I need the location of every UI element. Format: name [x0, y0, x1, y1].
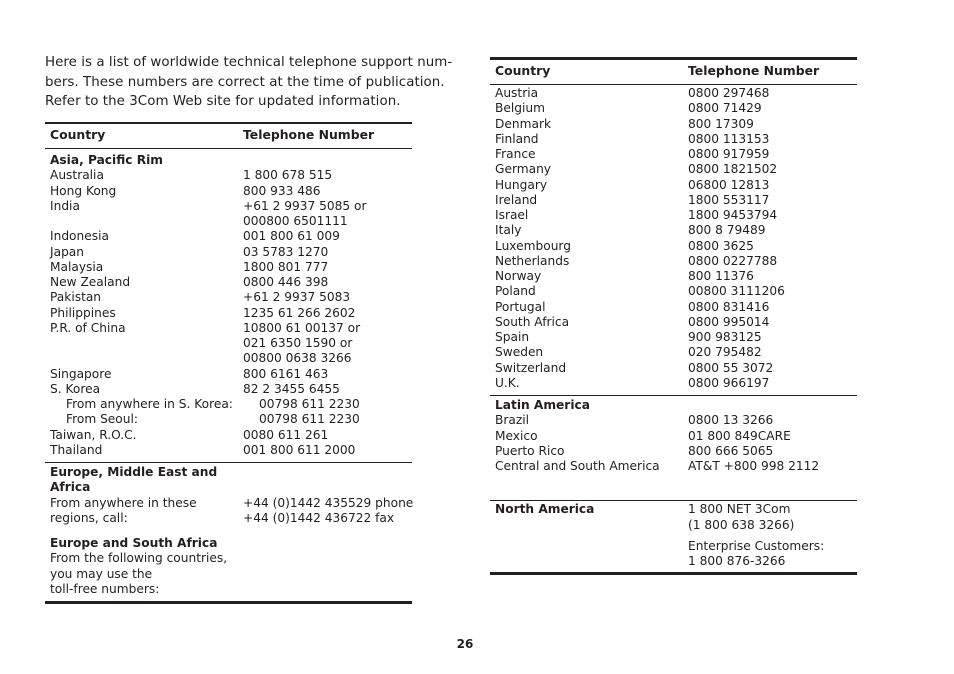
table-row: [45, 214, 412, 229]
table-row: [490, 330, 857, 345]
phone-number: 800 6161 463: [243, 366, 329, 381]
country-name: Germany: [495, 162, 552, 177]
country-name: Denmark: [495, 116, 552, 131]
country-name: Poland: [495, 284, 536, 299]
intro-line: Refer to the 3Com Web site for updated information.: [45, 94, 401, 109]
phone-number: 800 17309: [688, 116, 754, 131]
country-name: Brazil: [495, 413, 530, 428]
phone-number: 0800 831416: [688, 299, 770, 314]
table-row: [45, 511, 412, 526]
intro-paragraph: [45, 53, 453, 112]
phone-number: 00800 3111206: [688, 284, 785, 299]
right-phone-table: [490, 57, 857, 575]
phone-number: 021 6350 1590 or: [243, 336, 353, 350]
country-name: New Zealand: [50, 275, 131, 289]
phone-header: Telephone Number: [688, 63, 820, 78]
country-name: Portugal: [495, 299, 546, 314]
country-name: Sweden: [495, 345, 544, 360]
table-row: [490, 300, 857, 315]
country-name: Australia: [50, 168, 104, 183]
phone-number: 0800 966197: [688, 375, 770, 390]
table-row: [490, 254, 857, 269]
table-row: [490, 178, 857, 193]
phone-number: 1800 553117: [688, 192, 770, 207]
left-phone-table: [45, 122, 412, 604]
phone-number: 0800 3625: [688, 238, 754, 253]
table-row: [490, 554, 857, 569]
table-row: [45, 496, 412, 511]
table-row: [45, 275, 412, 290]
section-title: Europe, Middle East and: [50, 465, 218, 479]
table-header: [490, 60, 857, 85]
phone-number: 1 800 678 515: [243, 168, 333, 183]
country-header: Country: [495, 63, 551, 78]
table-row: [490, 147, 857, 162]
country-name: Thailand: [50, 442, 103, 457]
note-text: you may use the: [50, 566, 153, 581]
country-name: [50, 336, 243, 351]
country-name: S. Korea: [50, 381, 101, 396]
country-name: From Seoul:: [66, 412, 138, 427]
phone-number: AT&T +800 998 2112: [688, 459, 820, 473]
intro-line: bers. These numbers are correct at the time of publication.: [45, 74, 445, 90]
table-row: [490, 376, 857, 391]
table-row: [45, 428, 412, 443]
country-header: Country: [50, 127, 106, 142]
table-row: [490, 239, 857, 254]
table-row: [490, 315, 857, 330]
phone-number: 1800 9453794: [688, 208, 778, 222]
phone-number: 800 8 79489: [688, 223, 766, 238]
table-row: [490, 132, 857, 147]
table-row: [45, 229, 412, 244]
phone-number: 020 795482: [688, 345, 762, 360]
phone-number: 0800 446 398: [243, 275, 329, 289]
phone-number: (1 800 638 3266): [688, 517, 795, 532]
table-row: [45, 336, 412, 351]
table-row: [490, 345, 857, 360]
section-title: Asia, Pacific Rim: [50, 153, 163, 167]
section-asia-pacific: [45, 149, 412, 463]
asia-rows: [45, 168, 412, 458]
phone-number: 1235 61 266 2602: [243, 305, 356, 320]
phone-number: 00800 0638 3266: [243, 351, 352, 366]
phone-number: 0800 995014: [688, 314, 770, 329]
table-row: [45, 260, 412, 275]
table-row: [490, 284, 857, 299]
table-row: [490, 101, 857, 116]
country-name: Spain: [495, 330, 530, 344]
section-title: Latin America: [495, 398, 590, 412]
table-row: [45, 412, 412, 427]
phone-number: 900 983125: [688, 330, 762, 344]
table-row: [45, 168, 412, 183]
phone-number: 001 800 61 009: [243, 229, 340, 244]
country-name: Taiwan, R.O.C.: [50, 427, 137, 442]
table-row: [45, 184, 412, 199]
country-name: Puerto Rico: [495, 443, 565, 458]
table-row: [45, 199, 412, 214]
country-name: Singapore: [50, 366, 112, 381]
table-row: [45, 382, 412, 397]
note-line: [45, 582, 412, 601]
country-name: Pakistan: [50, 290, 102, 305]
page-number: 26: [456, 637, 474, 651]
phone-number: +61 2 9937 5085 or: [243, 198, 367, 213]
country-name: Japan: [50, 244, 84, 259]
table-row: [490, 539, 857, 554]
country-name: Malaysia: [50, 259, 104, 274]
table-row: [490, 193, 857, 208]
table-row: [490, 208, 857, 223]
country-name: From anywhere in S. Korea:: [66, 397, 233, 411]
section-title-cont: Africa: [50, 480, 91, 495]
country-name: regions, call:: [50, 510, 128, 525]
note-text: From the following countries,: [50, 551, 228, 566]
country-name: Philippines: [50, 305, 116, 320]
country-name: From anywhere in these: [50, 495, 197, 510]
phone-number: 10800 61 00137 or: [243, 320, 361, 335]
phone-number: 06800 12813: [688, 177, 770, 192]
intro-line: Here is a list of worldwide technical telephone support num-: [45, 55, 453, 70]
table-row: [45, 367, 412, 382]
phone-number: 800 933 486: [243, 183, 321, 198]
note-text: toll-free numbers:: [50, 581, 160, 596]
country-name: Finland: [495, 131, 539, 146]
country-name: Central and South America: [495, 459, 660, 473]
phone-number: 001 800 611 2000: [243, 442, 356, 457]
country-name: India: [50, 198, 80, 213]
country-name: P.R. of China: [50, 320, 126, 335]
table-row: [45, 321, 412, 336]
phone-number: 01 800 849CARE: [688, 428, 791, 443]
country-name: Switzerland: [495, 360, 567, 375]
table-row: [45, 351, 412, 366]
phone-number: 00798 611 2230: [259, 412, 360, 427]
section-title: North America: [495, 502, 595, 517]
table-row: [45, 443, 412, 458]
europe-rows: [490, 86, 857, 391]
phone-number: 1 800 876-3266: [688, 554, 786, 568]
note-line: [45, 567, 412, 582]
table-row: [490, 413, 857, 428]
country-name: France: [495, 147, 536, 161]
phone-number: 1800 801 777: [243, 259, 329, 274]
section-emea: [45, 463, 412, 601]
phone-number: 0800 113153: [688, 131, 770, 146]
country-name: South Africa: [495, 314, 570, 329]
table-header: [45, 124, 412, 149]
country-name: Indonesia: [50, 229, 109, 244]
phone-number: +61 2 9937 5083: [243, 290, 351, 305]
country-name: Israel: [495, 208, 529, 222]
section-europe: [490, 85, 857, 396]
table-row: [490, 459, 857, 474]
phone-number: 800 11376: [688, 269, 754, 283]
phone-number: 03 5783 1270: [243, 244, 329, 259]
table-row: [490, 429, 857, 444]
emea-rows: [45, 496, 412, 527]
phone-number: 0800 297468: [688, 86, 770, 100]
table-row: [45, 306, 412, 321]
latin-rows: [490, 413, 857, 474]
section-latin-america: [490, 396, 857, 501]
table-row: [45, 397, 412, 412]
section-title: Europe and South Africa: [50, 536, 218, 550]
country-name: Austria: [495, 86, 539, 100]
phone-number: 0800 71429: [688, 101, 762, 116]
country-name: [50, 214, 243, 229]
country-name: Hong Kong: [50, 183, 117, 198]
phone-number: 0800 1821502: [688, 162, 778, 177]
phone-number: 0800 13 3266: [688, 413, 774, 428]
country-name: Italy: [495, 223, 522, 238]
country-name: [50, 351, 243, 366]
table-row: [490, 117, 857, 132]
country-name: Ireland: [495, 192, 538, 207]
phone-number: +44 (0)1442 435529 phone: [243, 495, 414, 510]
note-line: [45, 551, 412, 566]
country-name: U.K.: [495, 375, 520, 390]
table-row: [490, 444, 857, 459]
country-name: Belgium: [495, 101, 545, 116]
phone-number: 0800 55 3072: [688, 360, 774, 375]
table-row: [490, 162, 857, 177]
phone-number: 0800 917959: [688, 147, 770, 161]
phone-number: 0080 611 261: [243, 427, 329, 442]
table-row: [490, 502, 857, 517]
phone-number: 800 666 5065: [688, 443, 774, 458]
phone-number: 1 800 NET 3Com: [688, 502, 791, 517]
table-row: [490, 518, 857, 533]
table-row: [490, 86, 857, 101]
phone-number: +44 (0)1442 436722 fax: [243, 510, 395, 525]
table-row: [45, 290, 412, 305]
phone-number: 0800 0227788: [688, 253, 778, 268]
table-row: [490, 269, 857, 284]
country-name: Luxembourg: [495, 238, 571, 253]
phone-number: 000800 6501111: [243, 214, 348, 228]
table-row: [45, 245, 412, 260]
country-name: Mexico: [495, 428, 538, 443]
section-north-america: [490, 501, 857, 572]
phone-number: 00798 611 2230: [259, 397, 360, 411]
country-name: Netherlands: [495, 253, 570, 268]
phone-number: 82 2 3455 6455: [243, 381, 340, 396]
table-row: [490, 361, 857, 376]
phone-header: Telephone Number: [243, 127, 375, 142]
country-name: Norway: [495, 269, 542, 283]
table-row: [490, 223, 857, 238]
enterprise-label: Enterprise Customers:: [688, 538, 825, 553]
country-name: Hungary: [495, 177, 548, 192]
